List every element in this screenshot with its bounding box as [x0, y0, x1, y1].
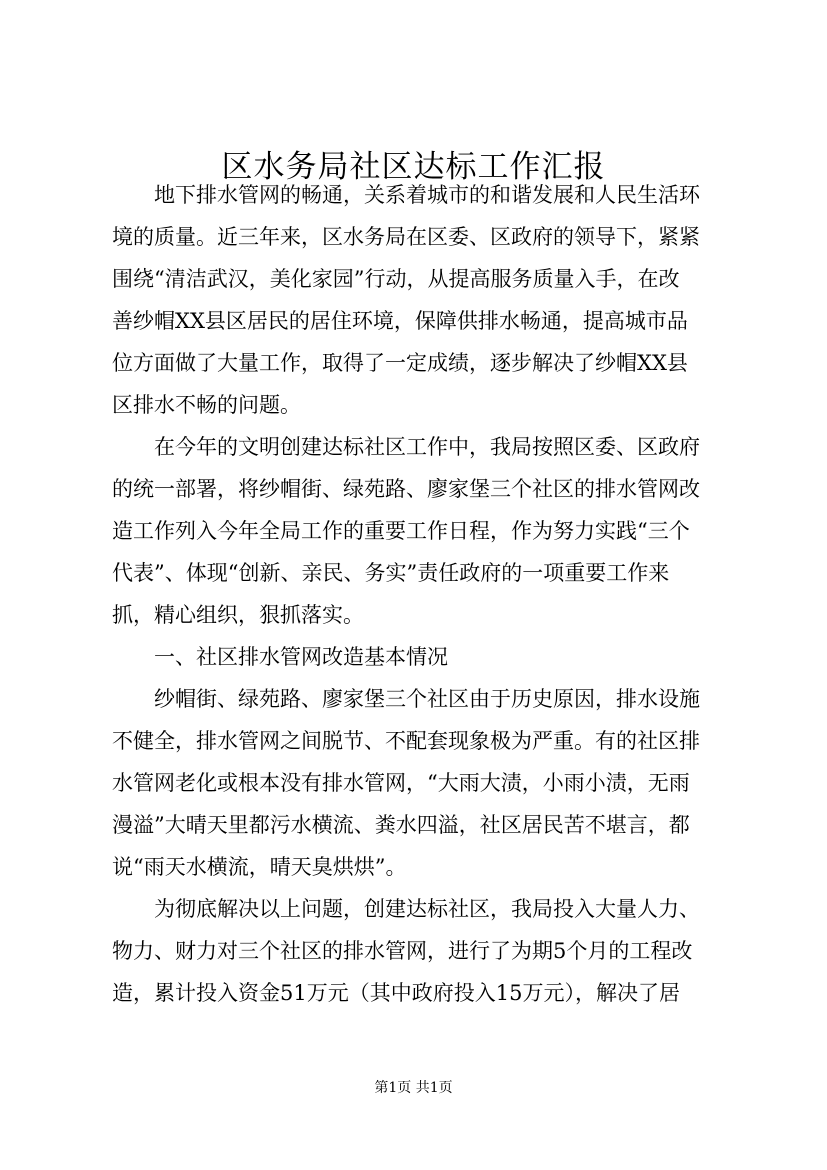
paragraph-line: 在今年的文明创建达标社区工作中，我局按照区委、区政府: [154, 435, 700, 459]
paragraph-line: 说“雨天水横流，晴天臭烘烘”。: [112, 855, 407, 879]
paragraph-line: 造工作列入今年全局工作的重要工作日程，作为努力实践“三个: [112, 519, 690, 543]
paragraph-line: 不健全，排水管网之间脱节、不配套现象极为严重。有的社区排: [112, 729, 700, 753]
paragraph-line: 造，累计投入资金51万元（其中政府投入15万元），解决了居: [112, 981, 680, 1005]
paragraph-line: 境的质量。近三年来，区水务局在区委、区政府的领导下，紧紧: [112, 225, 700, 249]
paragraph-line: 的统一部署，将纱帽街、绿苑路、廖家堡三个社区的排水管网改: [112, 477, 700, 501]
document-title: 区水务局社区达标工作汇报: [221, 149, 606, 185]
paragraph-line: 为彻底解决以上问题，创建达标社区，我局投入大量人力、: [154, 897, 700, 921]
paragraph-line: 地下排水管网的畅通，关系着城市的和谐发展和人民生活环: [154, 183, 700, 207]
paragraph-line: 抓，精心组织，狠抓落实。: [112, 603, 364, 627]
paragraph-line: 区排水不畅的问题。: [112, 393, 301, 417]
paragraph-line: 漫溢”大晴天里都污水横流、粪水四溢，社区居民苦不堪言，都: [112, 813, 690, 837]
paragraph-line: 善纱帽XX县区居民的居住环境，保障供排水畅通，提高城市品: [112, 309, 688, 333]
paragraph-line: 代表”、体现“创新、亲民、务实”责任政府的一项重要工作来: [112, 561, 670, 585]
paragraph-line: 位方面做了大量工作，取得了一定成绩，逐步解决了纱帽XX县: [112, 351, 688, 375]
page-footer: 第1页 共1页: [374, 1080, 453, 1096]
paragraph-line: 物力、财力对三个社区的排水管网，进行了为期5个月的工程改: [112, 939, 693, 963]
paragraph-line: 围绕“清洁武汉，美化家园”行动，从提高服务质量入手，在改: [112, 267, 680, 291]
section-heading: 一、社区排水管网改造基本情况: [154, 645, 448, 669]
paragraph-line: 水管网老化或根本没有排水管网，“大雨大渍，小雨小渍，无雨: [112, 771, 690, 795]
paragraph-line: 纱帽街、绿苑路、廖家堡三个社区由于历史原因，排水设施: [154, 687, 700, 711]
